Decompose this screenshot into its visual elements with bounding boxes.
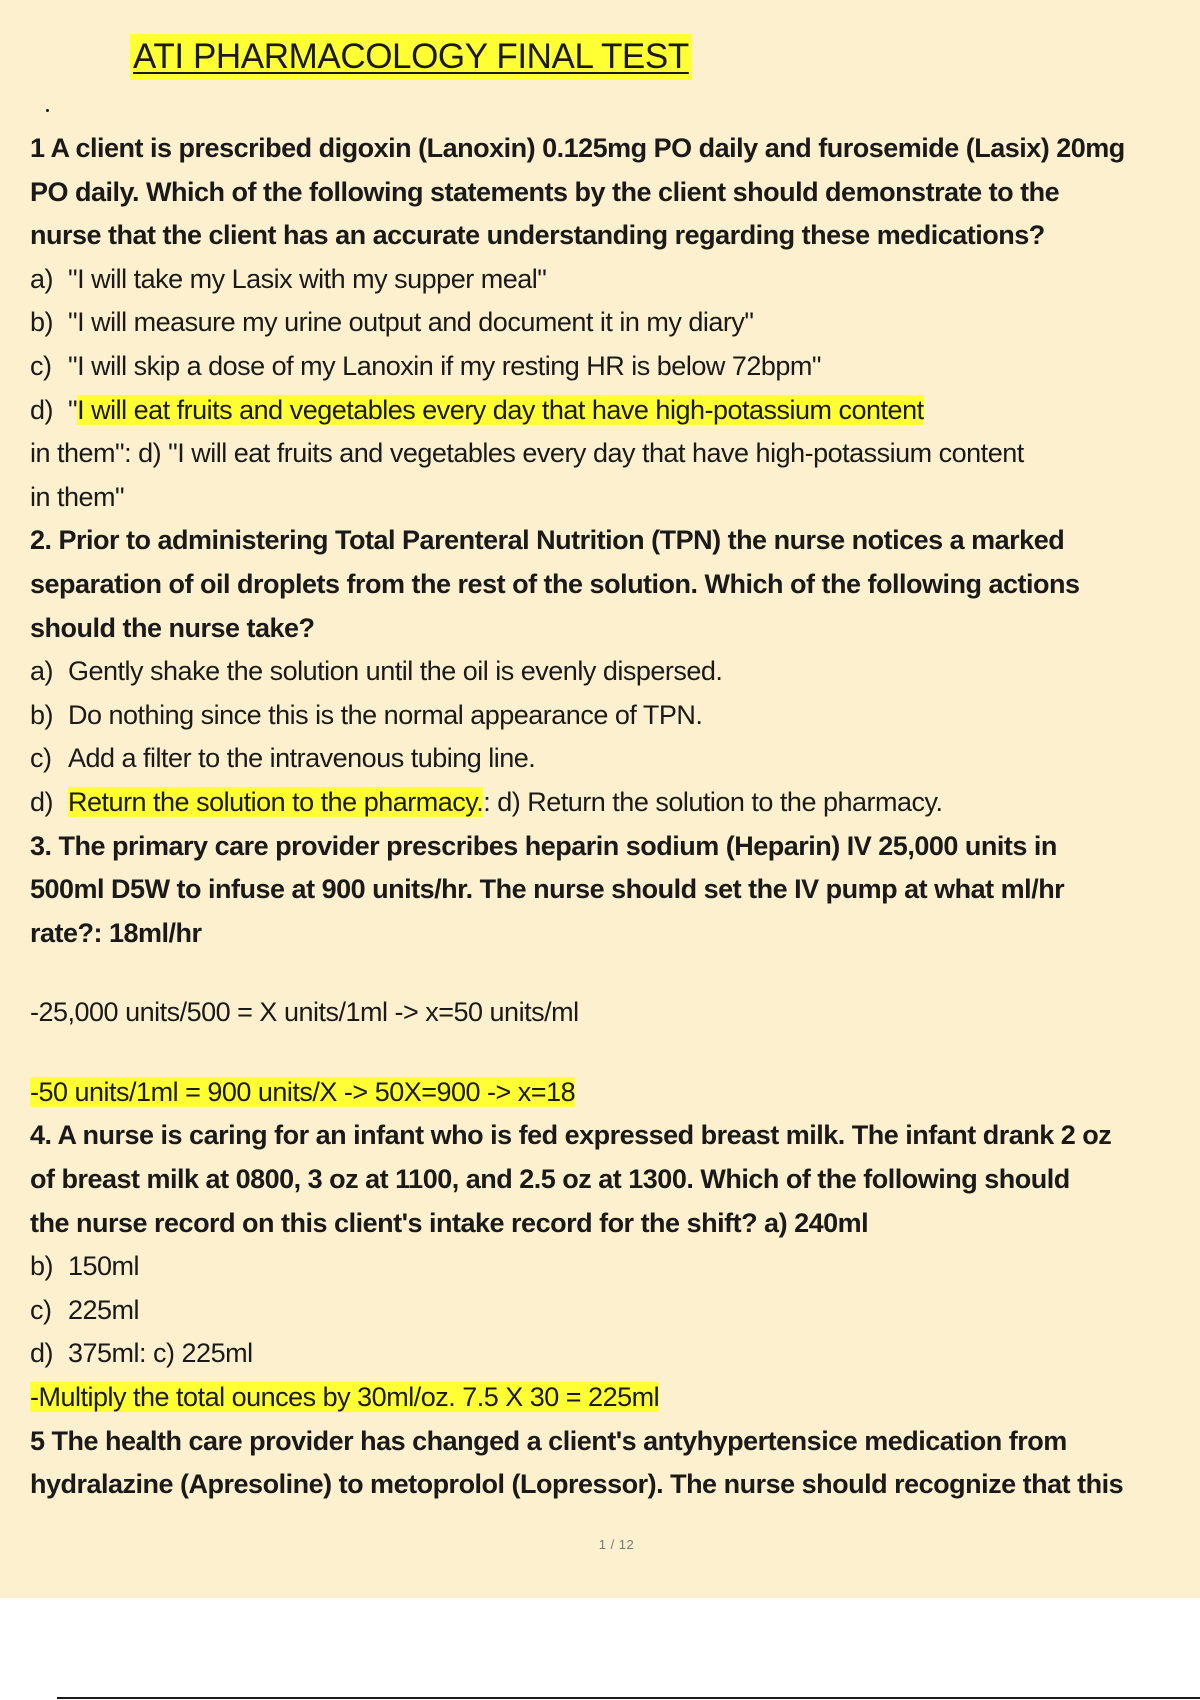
q1-answer-line: in them" bbox=[30, 481, 125, 512]
q1-option-b: b) "I will measure my urine output and document it in my diary" bbox=[30, 307, 754, 338]
q3-calculation-highlight: -50 units/1ml = 900 units/X -> 50X=900 -> x=18 bbox=[30, 1076, 576, 1107]
q3-stem-line: rate?: 18ml/hr bbox=[30, 917, 202, 948]
q1-answer-highlight: I will eat fruits and vegetables every day that have high-potassium content bbox=[77, 394, 924, 425]
spacer bbox=[30, 955, 1200, 991]
q5-stem-line: 5 The health care provider has changed a client's antyhypertensice medication from bbox=[30, 1425, 1067, 1456]
q2-stem-line: should the nurse take? bbox=[30, 612, 315, 643]
q1-option-a: a) "I will take my Lasix with my supper meal" bbox=[30, 263, 547, 294]
q2-stem-line: 2. Prior to administering Total Parenteral Nutrition (TPN) the nurse notices a marked bbox=[30, 525, 1065, 556]
q2-answer-highlight: Return the solution to the pharmacy. bbox=[68, 786, 484, 817]
document-body bbox=[30, 127, 1200, 1507]
spacer bbox=[30, 1035, 1200, 1071]
q3-stem-line: 500ml D5W to infuse at 900 units/hr. The nurse should set the IV pump at what ml/hr bbox=[30, 874, 1065, 905]
q2-option-b: b) Do nothing since this is the normal appearance of TPN. bbox=[30, 699, 703, 730]
document-title: ATI PHARMACOLOGY FINAL TEST bbox=[130, 34, 692, 80]
q4-stem-line: of breast milk at 0800, 3 oz at 1100, and 2.5 oz at 1300. Which of the following should bbox=[30, 1164, 1070, 1195]
q4-option-d: d) 375ml: c) 225ml bbox=[30, 1338, 253, 1369]
q4-stem-line: 4. A nurse is caring for an infant who is fed expressed breast milk. The infant drank 2 oz bbox=[30, 1120, 1112, 1151]
q4-stem-line: the nurse record on this client's intake record for the shift? a) 240ml bbox=[30, 1207, 869, 1238]
q4-rationale: -Multiply the total ounces by 30ml/oz. 7.5 X 30 = 225ml bbox=[30, 1382, 660, 1413]
q2-option-c: c) Add a filter to the intravenous tubing line. bbox=[30, 743, 536, 774]
q2-stem-line: separation of oil droplets from the rest of the solution. Which of the following actions bbox=[30, 568, 1080, 599]
bullet-dot bbox=[46, 109, 49, 112]
q2-option-d: d) Return the solution to the pharmacy.: d) Return the solution to the pharmacy. bbox=[30, 786, 943, 817]
q1-stem-line: 1 A client is prescribed digoxin (Lanoxin) 0.125mg PO daily and furosemide (Lasix) 20mg bbox=[30, 133, 1125, 163]
q3-calculation: -25,000 units/500 = X units/1ml -> x=50 units/ml bbox=[30, 997, 579, 1028]
q4-option-b: b) 150ml bbox=[30, 1251, 140, 1282]
q1-stem-line: nurse that the client has an accurate understanding regarding these medications? bbox=[30, 220, 1045, 251]
q4-option-c: c) 225ml bbox=[30, 1294, 140, 1325]
q1-option-d: d) "I will eat fruits and vegetables every day that have high-potassium content bbox=[30, 394, 924, 425]
divider-line bbox=[57, 1697, 1200, 1699]
q1-answer-line: in them": d) "I will eat fruits and vegetables every day that have high-potassium content bbox=[30, 438, 1024, 469]
q1-option-c: c) "I will skip a dose of my Lanoxin if my resting HR is below 72bpm" bbox=[30, 350, 821, 381]
q3-stem-line: 3. The primary care provider prescribes heparin sodium (Heparin) IV 25,000 units in bbox=[30, 830, 1057, 861]
q2-option-a: a) Gently shake the solution until the oil is evenly dispersed. bbox=[30, 656, 723, 687]
page-indicator: 1 / 12 bbox=[598, 1537, 635, 1552]
q1-stem-line: PO daily. Which of the following statements by the client should demonstrate to the bbox=[30, 176, 1060, 207]
q5-stem-line: hydralazine (Apresoline) to metoprolol (Lopressor). The nurse should recognize that this bbox=[30, 1469, 1124, 1500]
